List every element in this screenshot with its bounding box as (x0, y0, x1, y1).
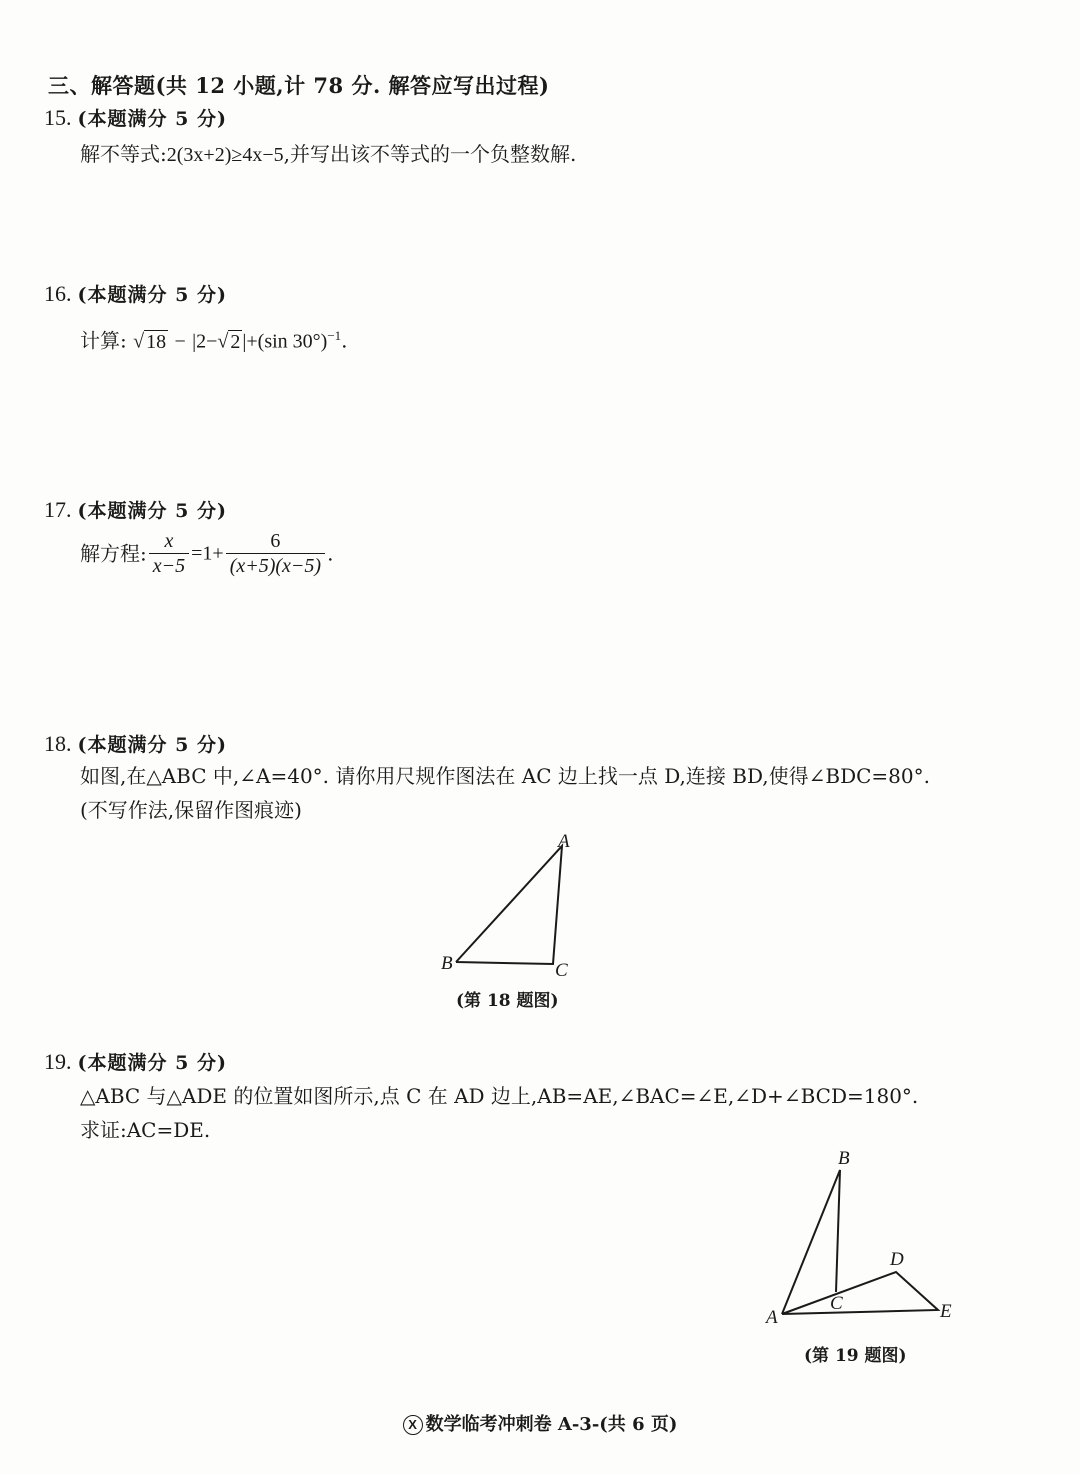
section-header: 三、解答题(共 12 小题,计 78 分. 解答应写出过程) (48, 73, 550, 98)
question-18-heading (44, 730, 227, 757)
question-16-number: 16. (44, 281, 72, 306)
question-17-score: (本题满分 5 分) (77, 500, 227, 522)
triangle-ade (782, 1272, 938, 1314)
sqrt-18-radicand: 18 (146, 330, 167, 353)
question-19-heading (44, 1048, 227, 1075)
question-16-sin-term: +(sin 30°) (246, 330, 328, 353)
question-17-equals: =1+ (191, 542, 224, 565)
question-16-period: . (341, 328, 348, 353)
fraction-1-denominator: x−5 (152, 555, 186, 577)
fraction-2 (226, 530, 325, 577)
fig18-label-c: C (555, 960, 568, 981)
question-17-number: 17. (44, 497, 72, 522)
question-18-line-2: (不写作法,保留作图痕迹) (80, 798, 302, 822)
sqrt-18: √ 18 (133, 330, 167, 353)
abs-left-term: 2− (196, 330, 218, 353)
fraction-2-denominator: (x+5)(x−5) (229, 555, 322, 577)
question-15-score: (本题满分 5 分) (77, 108, 227, 130)
question-19-line-1: △ABC 与△ADE 的位置如图所示,点 C 在 AD 边上,AB=AE,∠BAC=∠E,∠D+∠BCD=180°. (80, 1084, 919, 1108)
question-17-period: . (327, 541, 334, 566)
footer-text: 数学临考冲刺卷 A-3-(共 6 页) (425, 1414, 678, 1435)
question-15-prompt: 解不等式: (80, 142, 167, 166)
question-15-number: 15. (44, 105, 72, 130)
fraction-1-numerator: x (149, 530, 189, 554)
question-17-heading (44, 496, 227, 523)
question-18-line-1: 如图,在△ABC 中,∠A=40°. 请你用尺规作图法在 AC 边上找一点 D,连接 BD,使得∠BDC=80°. (80, 764, 930, 788)
fig19-label-e: E (940, 1301, 952, 1322)
question-15-heading (44, 104, 227, 131)
circled-x-mark: X (403, 1415, 423, 1435)
fig18-caption: (第 18 题图) (456, 991, 559, 1011)
sqrt-2-radicand: 2 (230, 330, 241, 353)
question-16-exponent: −1 (327, 328, 342, 343)
question-16-prompt: 计算: (80, 328, 127, 353)
fig19-caption: (第 19 题图) (804, 1346, 907, 1366)
question-17-prompt: 解方程: (80, 541, 147, 566)
question-16-text: 计算: √ 18 − |2−√ 2 |+(sin 30°)$^{-1}$. (80, 328, 348, 353)
question-16-score: (本题满分 5 分) (77, 284, 227, 306)
fig19-label-b: B (838, 1148, 850, 1169)
question-18-number: 18. (44, 731, 72, 756)
fig19-label-c: C (830, 1293, 843, 1314)
absolute-value: |2−√ 2 | (192, 330, 247, 353)
question-15-text (80, 136, 576, 173)
page-footer (0, 1410, 1080, 1436)
fig19-label-d: D (890, 1249, 904, 1270)
question-15-instruction: ,并写出该不等式的一个负整数解. (283, 142, 577, 166)
triangle-abc (456, 846, 562, 964)
fig18-label-b: B (441, 953, 453, 974)
question-17-text (80, 530, 333, 577)
question-18-score: (本题满分 5 分) (77, 734, 227, 756)
fig18-label-a: A (558, 831, 570, 852)
fraction-1 (149, 530, 189, 577)
question-16-heading (44, 280, 227, 307)
question-19-line-2: 求证:AC=DE. (80, 1118, 211, 1142)
fig19-label-a: A (766, 1307, 778, 1328)
question-19-score: (本题满分 5 分) (77, 1052, 227, 1074)
fraction-2-numerator: 6 (226, 530, 325, 554)
question-19-number: 19. (44, 1049, 72, 1074)
question-15-inequality: 2(3x+2)≥4x−5 (166, 144, 284, 166)
